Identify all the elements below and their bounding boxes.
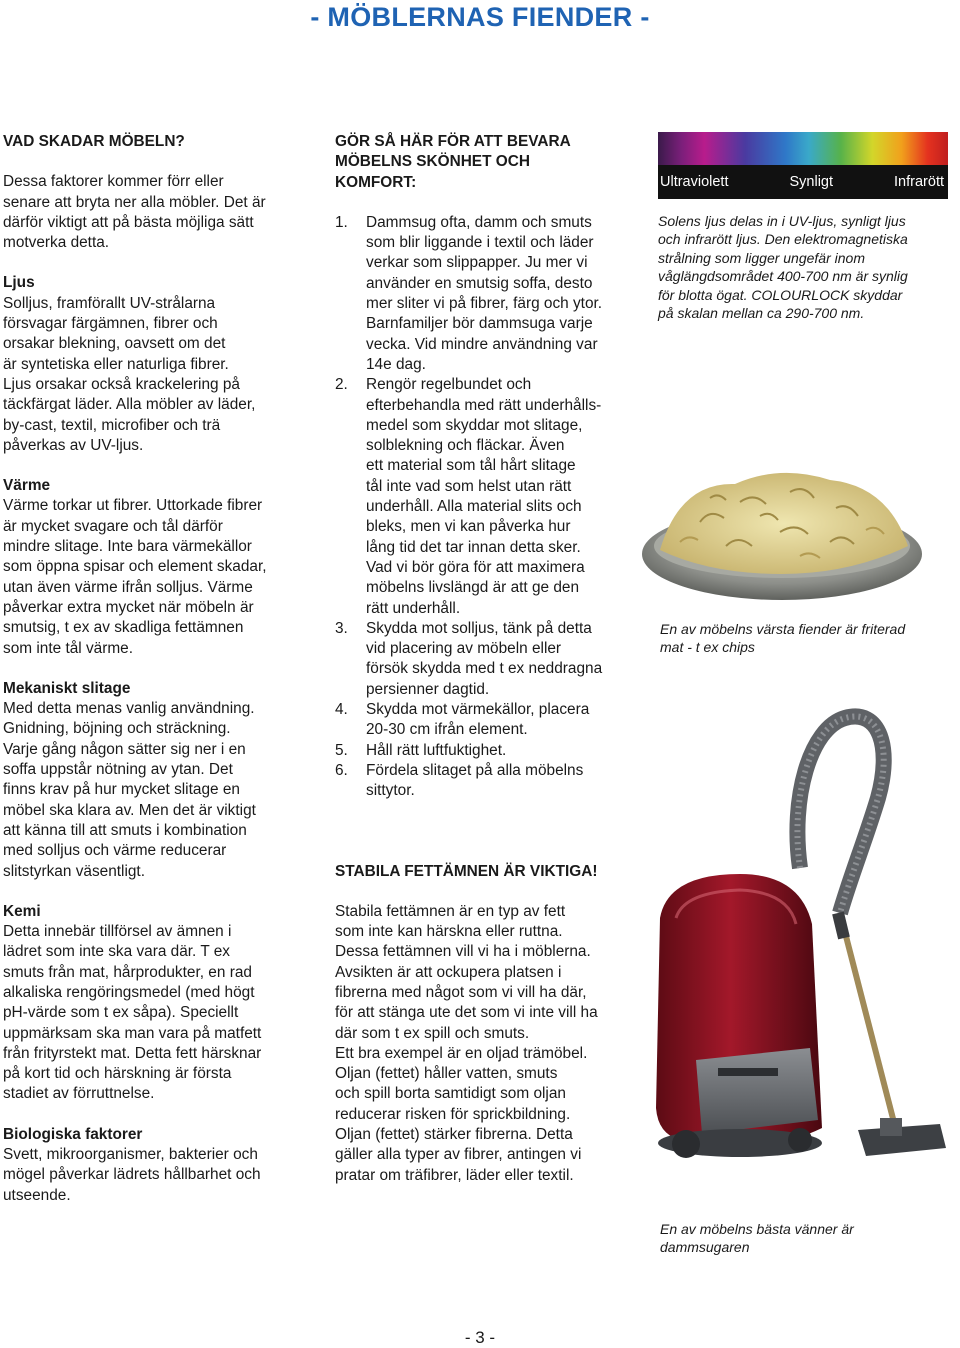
care-steps-list (335, 213, 635, 802)
step-number: 4. (335, 701, 348, 719)
spectrum-label-uv: Ultraviolett (660, 173, 729, 190)
light-spectrum-image (658, 132, 948, 165)
page-number: - 3 - (464, 1328, 496, 1347)
section-title-ljus: Ljus (3, 274, 35, 292)
spectrum-caption: Solens ljus delas in i UV-ljus, synligt ljus och infrarött ljus. Den elektromagnetiska strålning som ligger ungefär inom våglängdsområdet 400-700 nm är synlig för blotta ögat. COLOURLOCK skyddar på skalan mellan ca 290-700 nm. (658, 213, 908, 322)
list-item (335, 700, 635, 741)
step-number: 1. (335, 213, 348, 231)
list-item (335, 761, 635, 802)
section-text-varme: Värme torkar ut fibrer. Uttorkade fibrer är mycket svagare och tål därför mindre slitage. Inte bara värmekällor som öppna spisar och element skadar, utan även värme ifrån solljus. Värme påverkar extra mycket när möbeln är smutsig, t ex av skadliga fettämnen som inte tål värme. (3, 497, 267, 657)
spectrum-label-ir: Infrarött (894, 173, 944, 190)
section-title-mekaniskt: Mekaniskt slitage (3, 679, 131, 697)
chips-caption: En av möbelns värsta fiender är friterad mat - t ex chips (660, 621, 906, 656)
section-text-mekaniskt: Med detta menas vanlig användning. Gnidning, böjning och sträckning. Varje gång någon sätter sig ner i en soffa uppstår nötning av ytan. Det finns krav på hur mycket slitage en möbel ska klara av. Men det är viktigt att känna till att smuts i kombination med solljus och värme reducerar slitstyrkan väsentligt. (3, 700, 256, 880)
section-text-biologiska: Svett, mikroorganismer, bakterier och mögel påverkar lädrets hållbarhet och utseende. (3, 1146, 261, 1204)
page-title: - MÖBLERNAS FIENDER - (310, 2, 650, 32)
step-text: Skydda mot solljus, tänk på detta vid placering av möbeln eller försök skydda med t ex neddragna persienner dagtid. (366, 619, 603, 698)
step-number: 3. (335, 619, 348, 637)
chips-bowl-image (640, 462, 925, 612)
step-number: 6. (335, 761, 348, 779)
middle-column (335, 132, 635, 1186)
fat-text: Stabila fettämnen är en typ av fett som inte kan härskna eller ruttna. Dessa fettämnen vill vi ha i möblerna. Avsikten är att ockupera platsen i fibrerna med något som vi vill ha där, för att stänga ute det som vi inte vill ha där som t ex spill och smuts. Ett bra exempel är en oljad trämöbel. Oljan (fettet) håller vatten, smuts och spill borta samtidigt som oljan reducerar risken för sprickbildning. Oljan (fettet) stärker fibrerna. Detta gäller alla typer av fibrer, antingen vi pratar om träfibrer, läder eller textil. (335, 902, 598, 1184)
left-heading: VAD SKADAR MÖBELN? (3, 133, 185, 150)
list-item (335, 619, 635, 700)
step-number: 5. (335, 741, 348, 759)
section-title-biologiska: Biologiska faktorer (3, 1125, 143, 1143)
list-item (335, 375, 635, 619)
section-title-varme: Värme (3, 477, 51, 495)
step-text: Rengör regelbundet och efterbehandla med rätt underhålls- medel som skyddar mot slitage, solblekning och fläckar. Även ett material som tål hårt slitage tål inte vad som helst utan rätt underhåll. Alla material slits och bleks, men vi kan påverka hur lång tid det tar innan detta sker. Vad vi bör göra för att maximera möbelns livslängd är att ge den rätt underhåll. (366, 376, 602, 617)
section-text-ljus: Solljus, framförallt UV-strålarna försvagar färgämnen, fibrer och orsakar blekning, oavsett om det är syntetiska eller naturliga fibrer. Ljus orsakar också krackelering på täckfärgat läder. Alla möbler av läder, by-cast, textil, microfiber och trä påverkas av UV-ljus. (3, 294, 256, 454)
middle-heading: GÖR SÅ HÄR FÖR ATT BEVARA MÖBELNS SKÖNHET OCH KOMFORT: (335, 133, 571, 191)
step-text: Skydda mot värmekällor, placera 20-30 cm ifrån element. (366, 701, 590, 739)
vacuum-caption: En av möbelns bästa vänner är dammsugaren (660, 1221, 854, 1256)
step-text: Dammsug ofta, damm och smuts som blir liggande i textil och läder verkar som slippapper. Ju mer vi använder en smutsig soffa, desto mer sliter vi på fibrer, färg och ytor. Barnfamiljer bör dammsuga varje vecka. Vid mindre användning var 14e dag. (366, 213, 603, 373)
list-item (335, 213, 635, 375)
section-title-kemi: Kemi (3, 902, 41, 920)
step-text: Fördela slitaget på alla möbelns sittytor. (366, 761, 584, 800)
fat-heading: STABILA FETTÄMNEN ÄR VIKTIGA! (335, 862, 598, 880)
list-item (335, 741, 635, 761)
spectrum-label-visible: Synligt (789, 173, 834, 190)
right-column (658, 132, 950, 322)
step-text: Håll rätt luftfuktighet. (366, 741, 507, 759)
section-text-kemi: Detta innebär tillförsel av ämnen i lädret som inte ska vara där. T ex smuts från mat, hårprodukter, en rad alkaliska rengöringsmedel (med högt pH-värde som t ex såpa). Speciellt uppmärksam ska man vara på matfett från frityrstekt mat. Detta fett härsknar på kort tid och härskning är första stadiet av förruttnelse. (3, 923, 262, 1103)
left-column (3, 132, 313, 1206)
step-number: 2. (335, 376, 348, 394)
spectrum-label-bar (658, 165, 948, 199)
left-intro: Dessa faktorer kommer förr eller senare att bryta ner alla möbler. Det är därför viktigt att på bästa möjliga sätt motverka detta. (3, 173, 266, 252)
vacuum-cleaner-image (640, 688, 950, 1200)
